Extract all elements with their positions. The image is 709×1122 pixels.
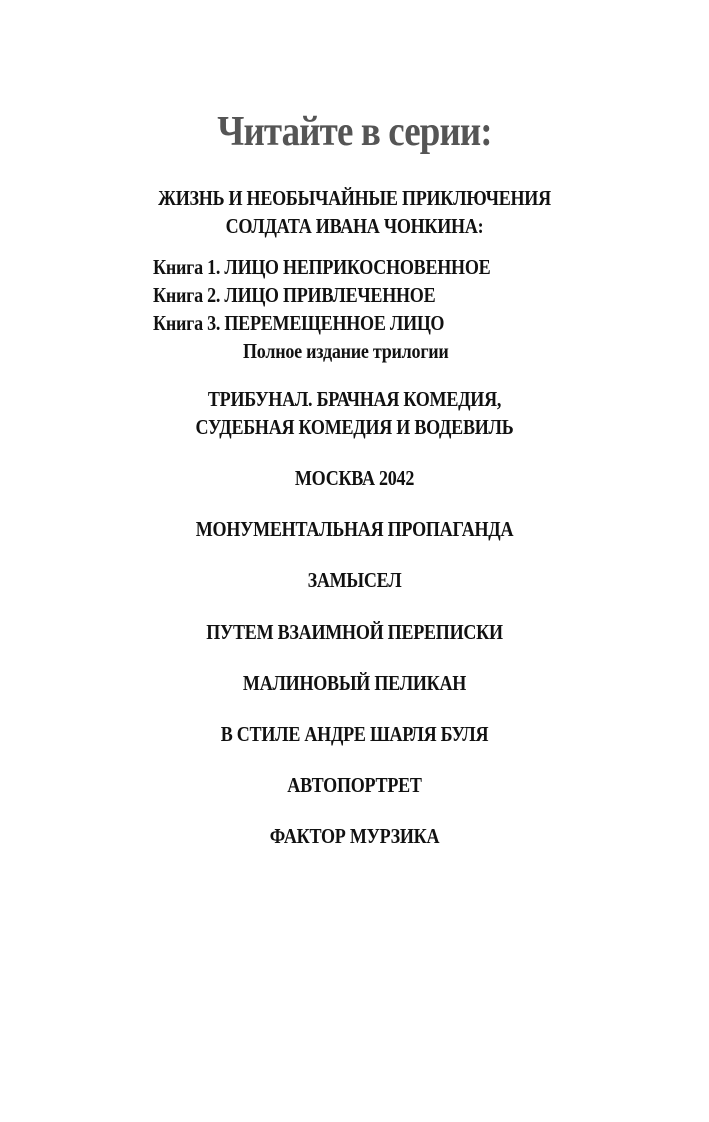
chonkin-title-line2: СОЛДАТА ИВАНА ЧОНКИНА: bbox=[225, 214, 484, 238]
tribunal-line1: ТРИБУНАЛ. БРАЧНАЯ КОМЕДИЯ, bbox=[207, 387, 502, 411]
chonkin-book-1: Книга 1. ЛИЦО НЕПРИКОСНОВЕННОЕ bbox=[153, 255, 491, 279]
chonkin-title-line1: ЖИЗНЬ И НЕОБЫЧАЙНЫЕ ПРИКЛЮЧЕНИЯ bbox=[158, 186, 551, 210]
tribunal-line2: СУДЕБНАЯ КОМЕДИЯ И ВОДЕВИЛЬ bbox=[195, 415, 514, 439]
title-monumentalnaya-propaganda: МОНУМЕНТАЛЬНАЯ ПРОПАГАНДА bbox=[195, 517, 514, 541]
title-putem-vzaimnoy-perepiski: ПУТЕМ ВЗАИМНОЙ ПЕРЕПИСКИ bbox=[206, 620, 503, 644]
chonkin-book-3: Книга 3. ПЕРЕМЕЩЕННОЕ ЛИЦО bbox=[153, 311, 445, 335]
title-v-stile-andre-sharlya-bulya: В СТИЛЕ АНДРЕ ШАРЛЯ БУЛЯ bbox=[220, 722, 489, 746]
trilogy-note: Полное издание трилогии bbox=[243, 339, 449, 363]
title-faktor-murzika: ФАКТОР МУРЗИКА bbox=[269, 824, 440, 848]
series-heading: Читайте в серии: bbox=[217, 109, 492, 155]
title-moskva-2042: МОСКВА 2042 bbox=[294, 466, 415, 490]
chonkin-book-2: Книга 2. ЛИЦО ПРИВЛЕЧЕННОЕ bbox=[153, 283, 436, 307]
title-malinovy-pelikan: МАЛИНОВЫЙ ПЕЛИКАН bbox=[242, 671, 467, 695]
title-zamysel: ЗАМЫСЕЛ bbox=[307, 568, 402, 592]
title-avtoportret: АВТОПОРТРЕТ bbox=[287, 773, 422, 797]
